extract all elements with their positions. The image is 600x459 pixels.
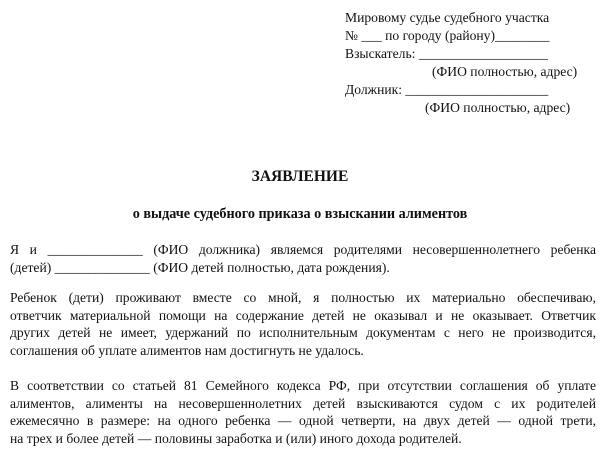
paragraph-line: ответчик материальной помощи на содержание детей не оказывал и не оказывает. Ответчик <box>10 307 596 323</box>
paragraph-line: Я и ______________ (ФИО должника) являемся родителями несовершеннолетнего ребенка <box>10 242 596 257</box>
paragraph-line: на трех и более детей — половины заработка и (или) иного дохода родителей. <box>10 430 462 446</box>
header-debtor-hint: (ФИО полностью, адрес) <box>425 100 571 115</box>
paragraph-line: других детей не имеет, удержаний по исполнительным документам с него не производится, <box>10 325 596 340</box>
paragraph-parents <box>10 241 596 276</box>
header-district-line: № ___ по городу (району)________ <box>345 28 550 43</box>
document-subtitle: о выдаче судебного приказа о взыскании алиментов <box>132 206 468 222</box>
header-claimant-line: Взыскатель: ___________________ <box>345 46 548 61</box>
paragraph-line: ежемесячно в размере: на одного ребенка — одной четверти, на двух детей — одной трети, <box>10 413 596 428</box>
paragraph-line: алиментов, алименты на несовершеннолетних детей взыскиваются судом с их родителей <box>10 395 596 411</box>
header-claimant-hint: (ФИО полностью, адрес) <box>432 64 578 79</box>
paragraph-legal-basis <box>10 377 596 447</box>
paragraph-line: В соответствии со статьей 81 Семейного кодекса РФ, при отсутствии соглашения об уплате <box>10 378 596 393</box>
paragraph-line: соглашения об уплате алиментов нам достигнуть не удалось. <box>10 342 364 358</box>
document-title: ЗАЯВЛЕНИЕ <box>251 168 349 185</box>
paragraph-line: (детей) ______________ (ФИО детей полностью, дата рождения). <box>10 259 390 275</box>
header-court-line: Мировому судье судебного участка <box>345 10 550 25</box>
header-debtor-line: Должник: _____________________ <box>345 82 549 97</box>
paragraph-residence <box>10 289 596 359</box>
paragraph-line: Ребенок (дети) проживают вместе со мной, я полностью их материально обеспечиваю, <box>10 290 596 305</box>
